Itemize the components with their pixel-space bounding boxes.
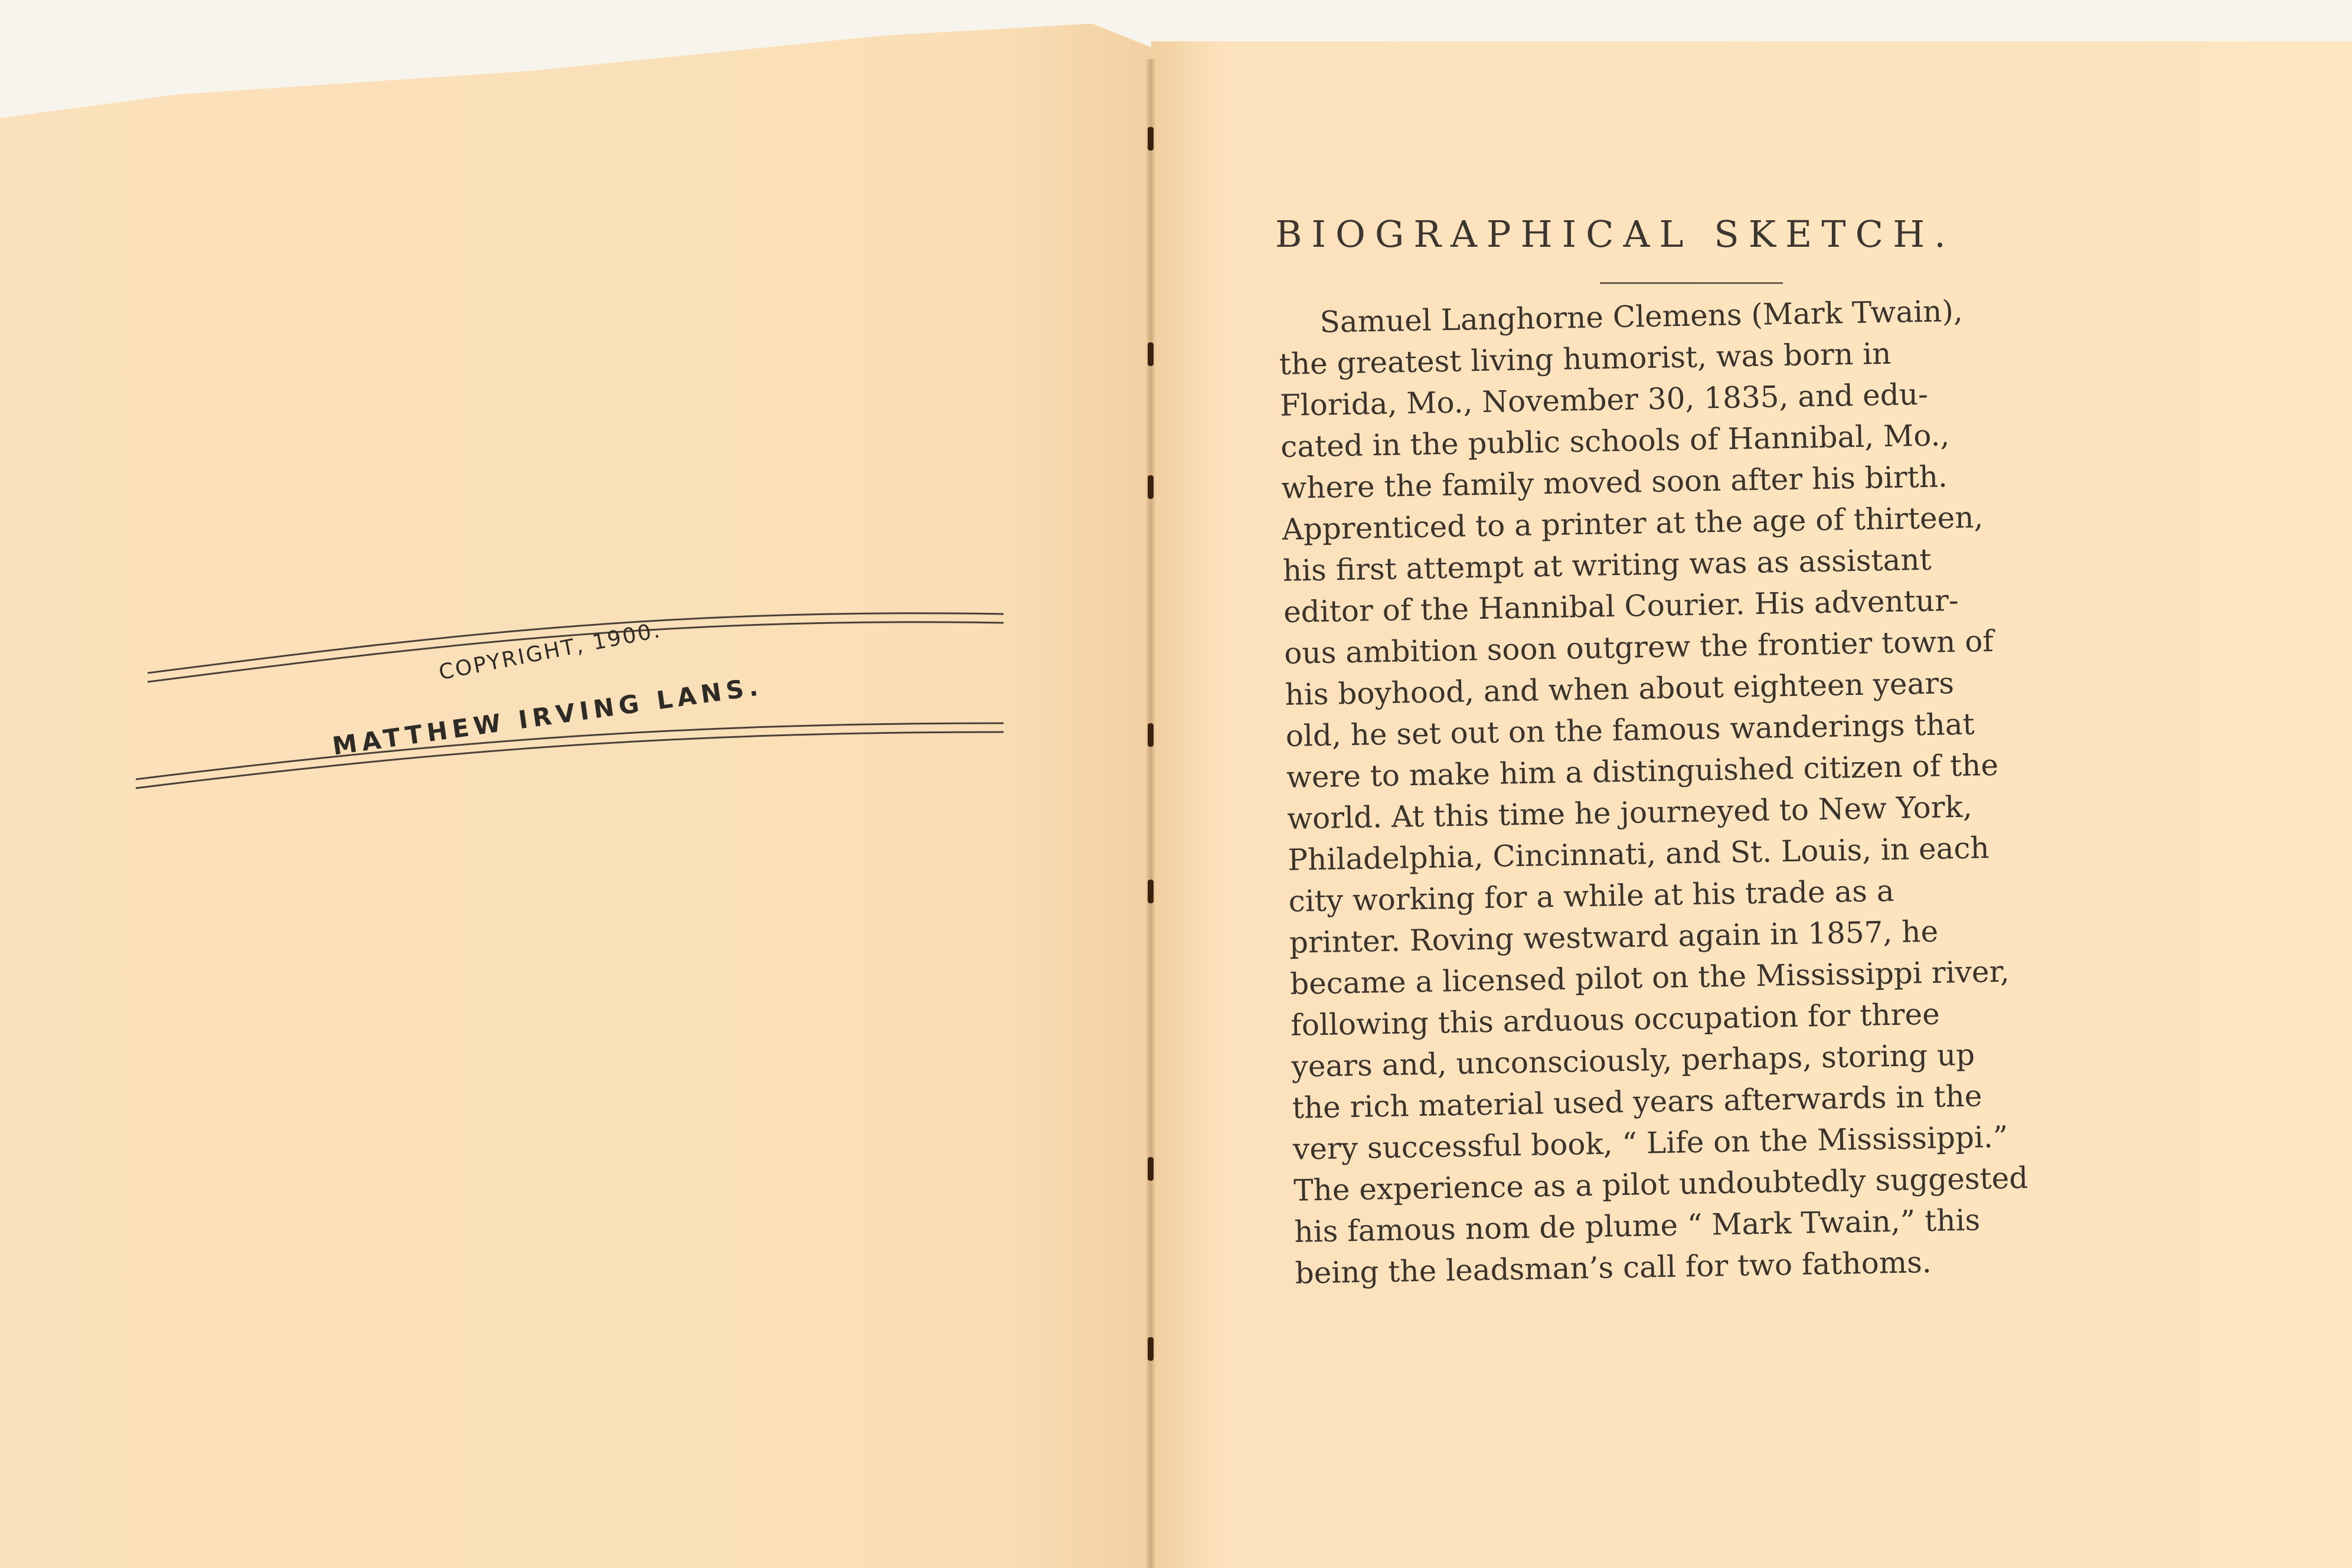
binding-stitch [1148,723,1154,747]
copyright-line: COPYRIGHT, 1900. [437,618,664,685]
text-line: were to make him a distinguished citizen of the [1286,747,1999,795]
text-line: following this arduous occupation for three [1290,997,1941,1043]
text-line: editor of the Hannibal Courier. His adventur- [1283,583,1959,629]
text-line: Apprenticed to a printer at the age of thirteen, [1282,500,1984,547]
text-line: years and, unconsciously, perhaps, storing up [1291,1037,1975,1084]
text-line: very successful book, “ Life on the Mississippi.” [1292,1119,2008,1167]
binding-stitch [1148,127,1154,151]
text-line: world. At this time he journeyed to New York, [1286,789,1973,836]
binding-stitch [1148,1157,1154,1181]
title-divider [1600,282,1783,284]
text-line: The experience as a pilot undoubtedly suggested [1293,1161,2028,1208]
binding-stitch [1148,880,1154,903]
text-line: Philadelphia, Cincinnati, and St. Louis, in each [1287,831,1990,877]
text-line: being the leadsman’s call for two fathoms. [1295,1244,1932,1291]
text-line: ous ambition soon outgrew the frontier town of [1283,623,1994,671]
text-line: became a licensed pilot on the Mississippi river, [1289,954,2010,1001]
text-line: Samuel Langhorne Clemens (Mark Twain), [1319,293,1964,339]
text-line: his famous nom de plume “ Mark Twain,” this [1293,1203,1981,1249]
binding-stitch [1148,1337,1154,1361]
text-line: city working for a while at his trade as a [1288,873,1895,919]
text-line: printer. Roving westward again in 1857, he [1289,914,1939,960]
text-line: Florida, Mo., November 30, 1835, and edu- [1279,377,1929,423]
text-line: old, he set out on the famous wanderings that [1285,707,1975,753]
page-title: BIOGRAPHICAL SKETCH. [1275,213,1955,256]
biography-text [1278,285,2299,1293]
copyright-notice [130,596,1027,797]
text-line: the rich material used years afterwards in the [1292,1079,1982,1125]
text-line: his boyhood, and when about eighteen years [1285,666,1955,712]
binding-stitch [1148,342,1154,366]
text-line: cated in the public schools of Hannibal, Mo., [1280,418,1950,464]
text-line: where the family moved soon after his birth. [1280,459,1948,505]
text-line: the greatest living humorist, was born in [1279,336,1892,381]
binding-stitch [1148,475,1154,499]
author-line: MATTHEW IRVING LANS. [331,671,765,761]
text-line: his first attempt at writing was as assistant [1282,542,1932,588]
